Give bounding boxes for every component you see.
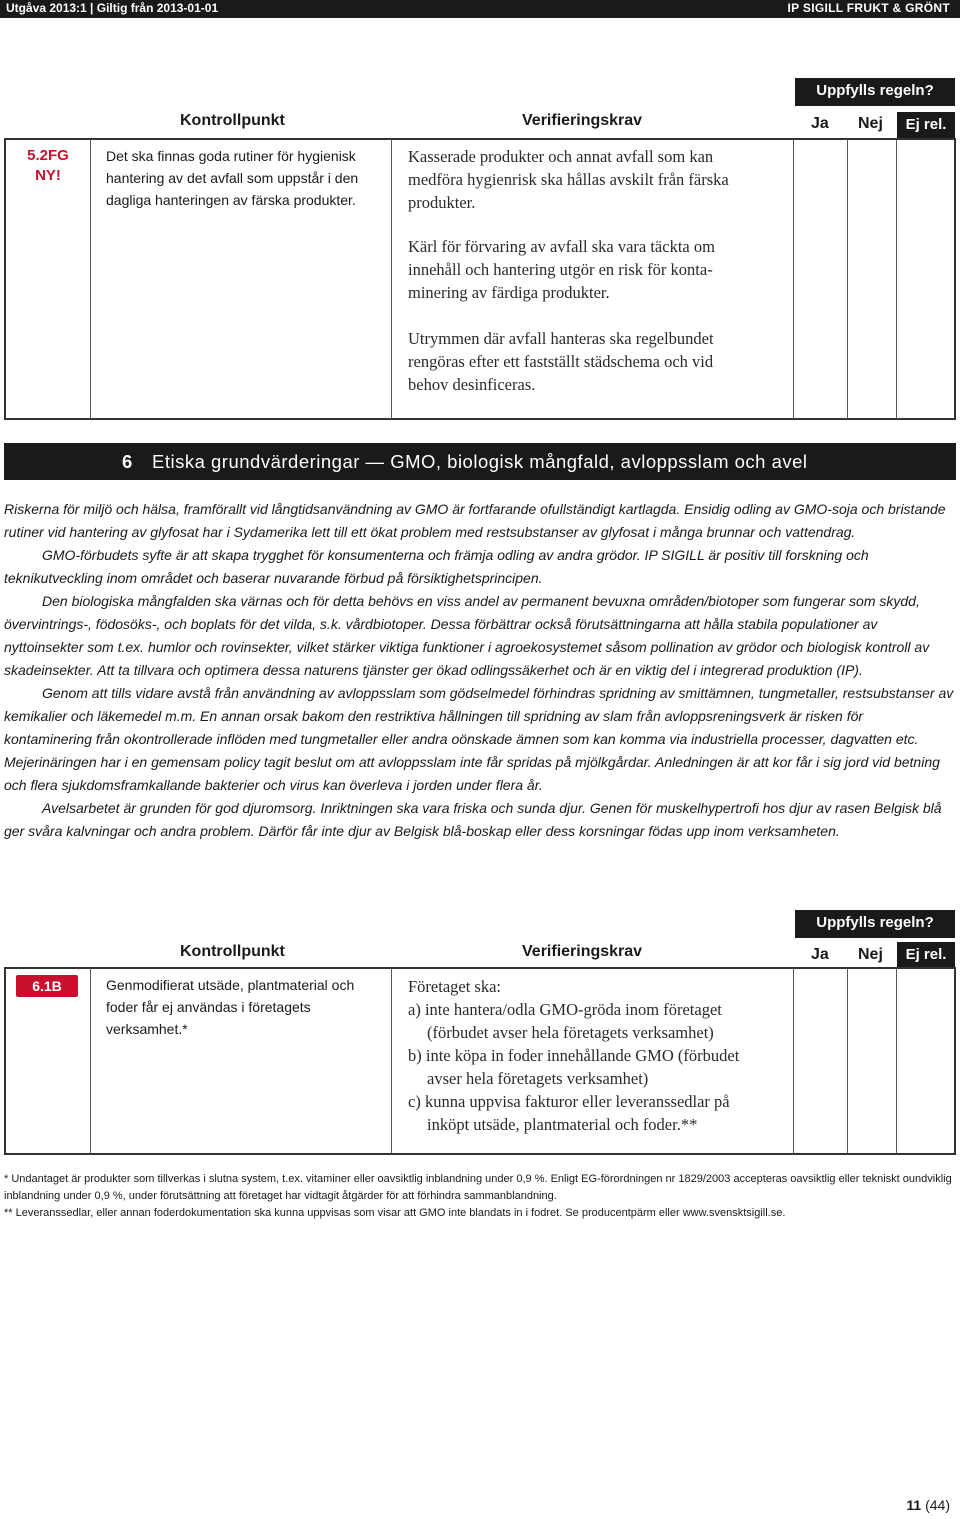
verifieringskrav-text-2 [408,235,788,304]
ja-header: Ja [811,115,829,132]
page-current: 11 [906,1497,922,1513]
list-item [408,998,790,1021]
list-marker: c) [408,1092,421,1111]
divider [391,139,392,419]
divider [793,968,794,1154]
text-line: minering av färdiga produkter. [408,283,610,302]
section-title: Etiska grundvärderingar — GMO, biologisk mångfald, avloppsslam och avel [152,451,808,472]
kontrollpunkt-header: Kontrollpunkt [180,943,285,960]
verifieringskrav-header: Verifieringskrav [522,943,643,960]
divider [90,139,91,419]
list-text: inte köpa in foder innehållande GMO (förbudet [425,1046,740,1065]
verifieringskrav-text-1 [408,145,788,214]
edition-label: Utgåva 2013:1 | Giltig från 2013-01-01 [6,1,219,15]
nej-header: Nej [858,946,883,963]
list-text: kunna uppvisa fakturor eller leveranssedlar på [424,1092,730,1111]
ejrel-header [897,112,955,138]
section-heading [4,443,956,480]
uppfylls-header [795,78,955,106]
text-line: behov desinficeras. [408,375,536,394]
list-continuation: avser hela företagets verksamhet) [427,1069,649,1088]
footnote-1: * Undantaget är produkter som tillverkas i slutna system, t.ex. vitaminer eller oavsiktlig inblandning under 0,9 %. Enligt EG-förordningen nr 1829/2003 accepteras oavsiktlig eller tekniskt oundviklig inblandning under 0,9 %, under förutsättning att företaget har vidtagit åtgärder för att förhindra sammanblandning. [4,1173,952,1202]
section-body [4,498,954,843]
paragraph: Avelsarbetet är grunden för god djuromsorg. Inriktningen ska vara friska och sunda djur. Genen för muskelhypertrofi hos djur av rasen Belgisk blå ger svåra kalvningar och andra problem. Därför får inte djur av Belgisk blå-boskap eller dess korsningar födas upp inom verksamheten. [4,800,942,839]
paragraph: GMO-förbudets syfte är att skapa trygghet för konsumenterna och främja odling av andra grödor. IP SIGILL är positiv till forskning och teknikutveckling inom området och baserar nuvarande förbud på försiktighetsprincipen. [4,547,869,586]
rule-code [12,146,84,186]
footnote-2: ** Leveranssedlar, eller annan foderdokumentation ska kunna uppvisas som visar att GMO inte blandats in i fodret. Se producentpärm eller www.svensktsigill.se. [4,1207,786,1219]
kontrollpunkt-text: Det ska finnas goda rutiner för hygienisk hantering av det avfall som uppstår i den dagliga hanteringen av färska produkter. [106,148,359,208]
paragraph: Genom att tills vidare avstå från användning av avloppsslam som gödselmedel förhindras spridning av smittämnen, tungmetaller, restsubstanser av kemikalier och läkemedel m.m. En annan orsak bakom den restriktiva hållningen till spridning av slam från avloppsreningsverk är risken för kontaminering från okontrollerade inflöden med tungmetaller eller andra oönskade ämnen som kan komma via industriella processer, dagvatten etc. Mejerinäringen har i en gemensam policy tagit beslut om att avloppsslam inte får spridas på mjölkgårdar. Anledningen är att kor får i sig jord vid betning och flera sjukdomsframkallande bakterier och virus kan överleva i jorden under flera år. [4,685,954,793]
list-item [408,1044,790,1067]
document-title: IP SIGILL FRUKT & GRÖNT [787,1,950,15]
kontrollpunkt-text: Genmodifierat utsäde, plantmaterial och foder får ej användas i företagets verksamhet.* [106,977,355,1037]
divider [847,139,848,419]
kontrollpunkt-header: Kontrollpunkt [180,112,285,129]
verifieringskrav-text [408,975,790,1136]
list-marker: b) [408,1046,422,1065]
list-item [408,1090,790,1113]
divider [896,968,897,1154]
page-number [906,1497,950,1513]
rule-code-badge: 6.1B [16,975,78,997]
paragraph: Riskerna för miljö och hälsa, framförallt vid långtidsanvändning av GMO är fortfarande ofullständigt kartlagda. Ensidig odling av GMO-soja och bristande rutiner vid hantering av glyfosat har i Sydamerika lett till ett ökat problem med restsubstanser av glyfosat i många brunnar och vattendrag. [4,501,946,540]
section-number: 6 [122,451,133,472]
verif-intro: Företaget ska: [408,977,502,996]
divider [391,968,392,1154]
document-header [0,0,960,18]
text-line: Utrymmen där avfall hanteras ska regelbundet [408,329,714,348]
verifieringskrav-header: Verifieringskrav [522,112,643,129]
uppfylls-label: Uppfylls regeln? [816,914,934,931]
uppfylls-header [795,910,955,938]
list-continuation: (förbudet avser hela företagets verksamhet) [427,1023,714,1042]
ejrel-label: Ej rel. [905,946,947,963]
text-line: Kärl för förvaring av avfall ska vara täckta om [408,237,715,256]
divider [847,968,848,1154]
paragraph: Den biologiska mångfalden ska värnas och för detta behövs en viss andel av permanent bevuxna områden/biotoper som fungerar som skydd, övervintrings-, födosöks-, och boplats för det vilda, s.k. vårdbiotoper. Dessa förbättrar också förutsättningarna att hålla stabila populationer av nyttoinsekter som t.ex. humlor och rovinsekter, vilket stärker viktiga funktioner i agroekosystemet såsom pollination av grödor och biologisk kontroll av skadeinsekter. Att ta tillvara och optimera dessa naturens tjänster ger ökad odlingssäkerhet och är en viktig del i integrerad produktion (IP). [4,593,930,678]
rule-code-number: 5.2FG [27,147,69,164]
verifieringskrav-text-3 [408,327,788,396]
ejrel-label: Ej rel. [905,116,947,133]
ja-header: Ja [811,946,829,963]
divider [793,139,794,419]
text-line: innehåll och hantering utgör en risk för konta- [408,260,713,279]
new-badge: NY! [35,167,61,184]
uppfylls-label: Uppfylls regeln? [816,82,934,99]
ejrel-header [897,942,955,968]
divider [896,139,897,419]
page-total: (44) [925,1497,950,1513]
footnotes [4,1171,954,1222]
list-marker: a) [408,1000,421,1019]
text-line: medföra hygienrisk ska hållas avskilt från färska [408,170,729,189]
text-line: rengöras efter ett fastställt städschema och vid [408,352,714,371]
divider [90,968,91,1154]
nej-header: Nej [858,115,883,132]
list-text: inte hantera/odla GMO-gröda inom företaget [424,1000,722,1019]
text-line: produkter. [408,193,476,212]
text-line: Kasserade produkter och annat avfall som kan [408,147,714,166]
list-continuation: inköpt utsäde, plantmaterial och foder.** [427,1115,698,1134]
